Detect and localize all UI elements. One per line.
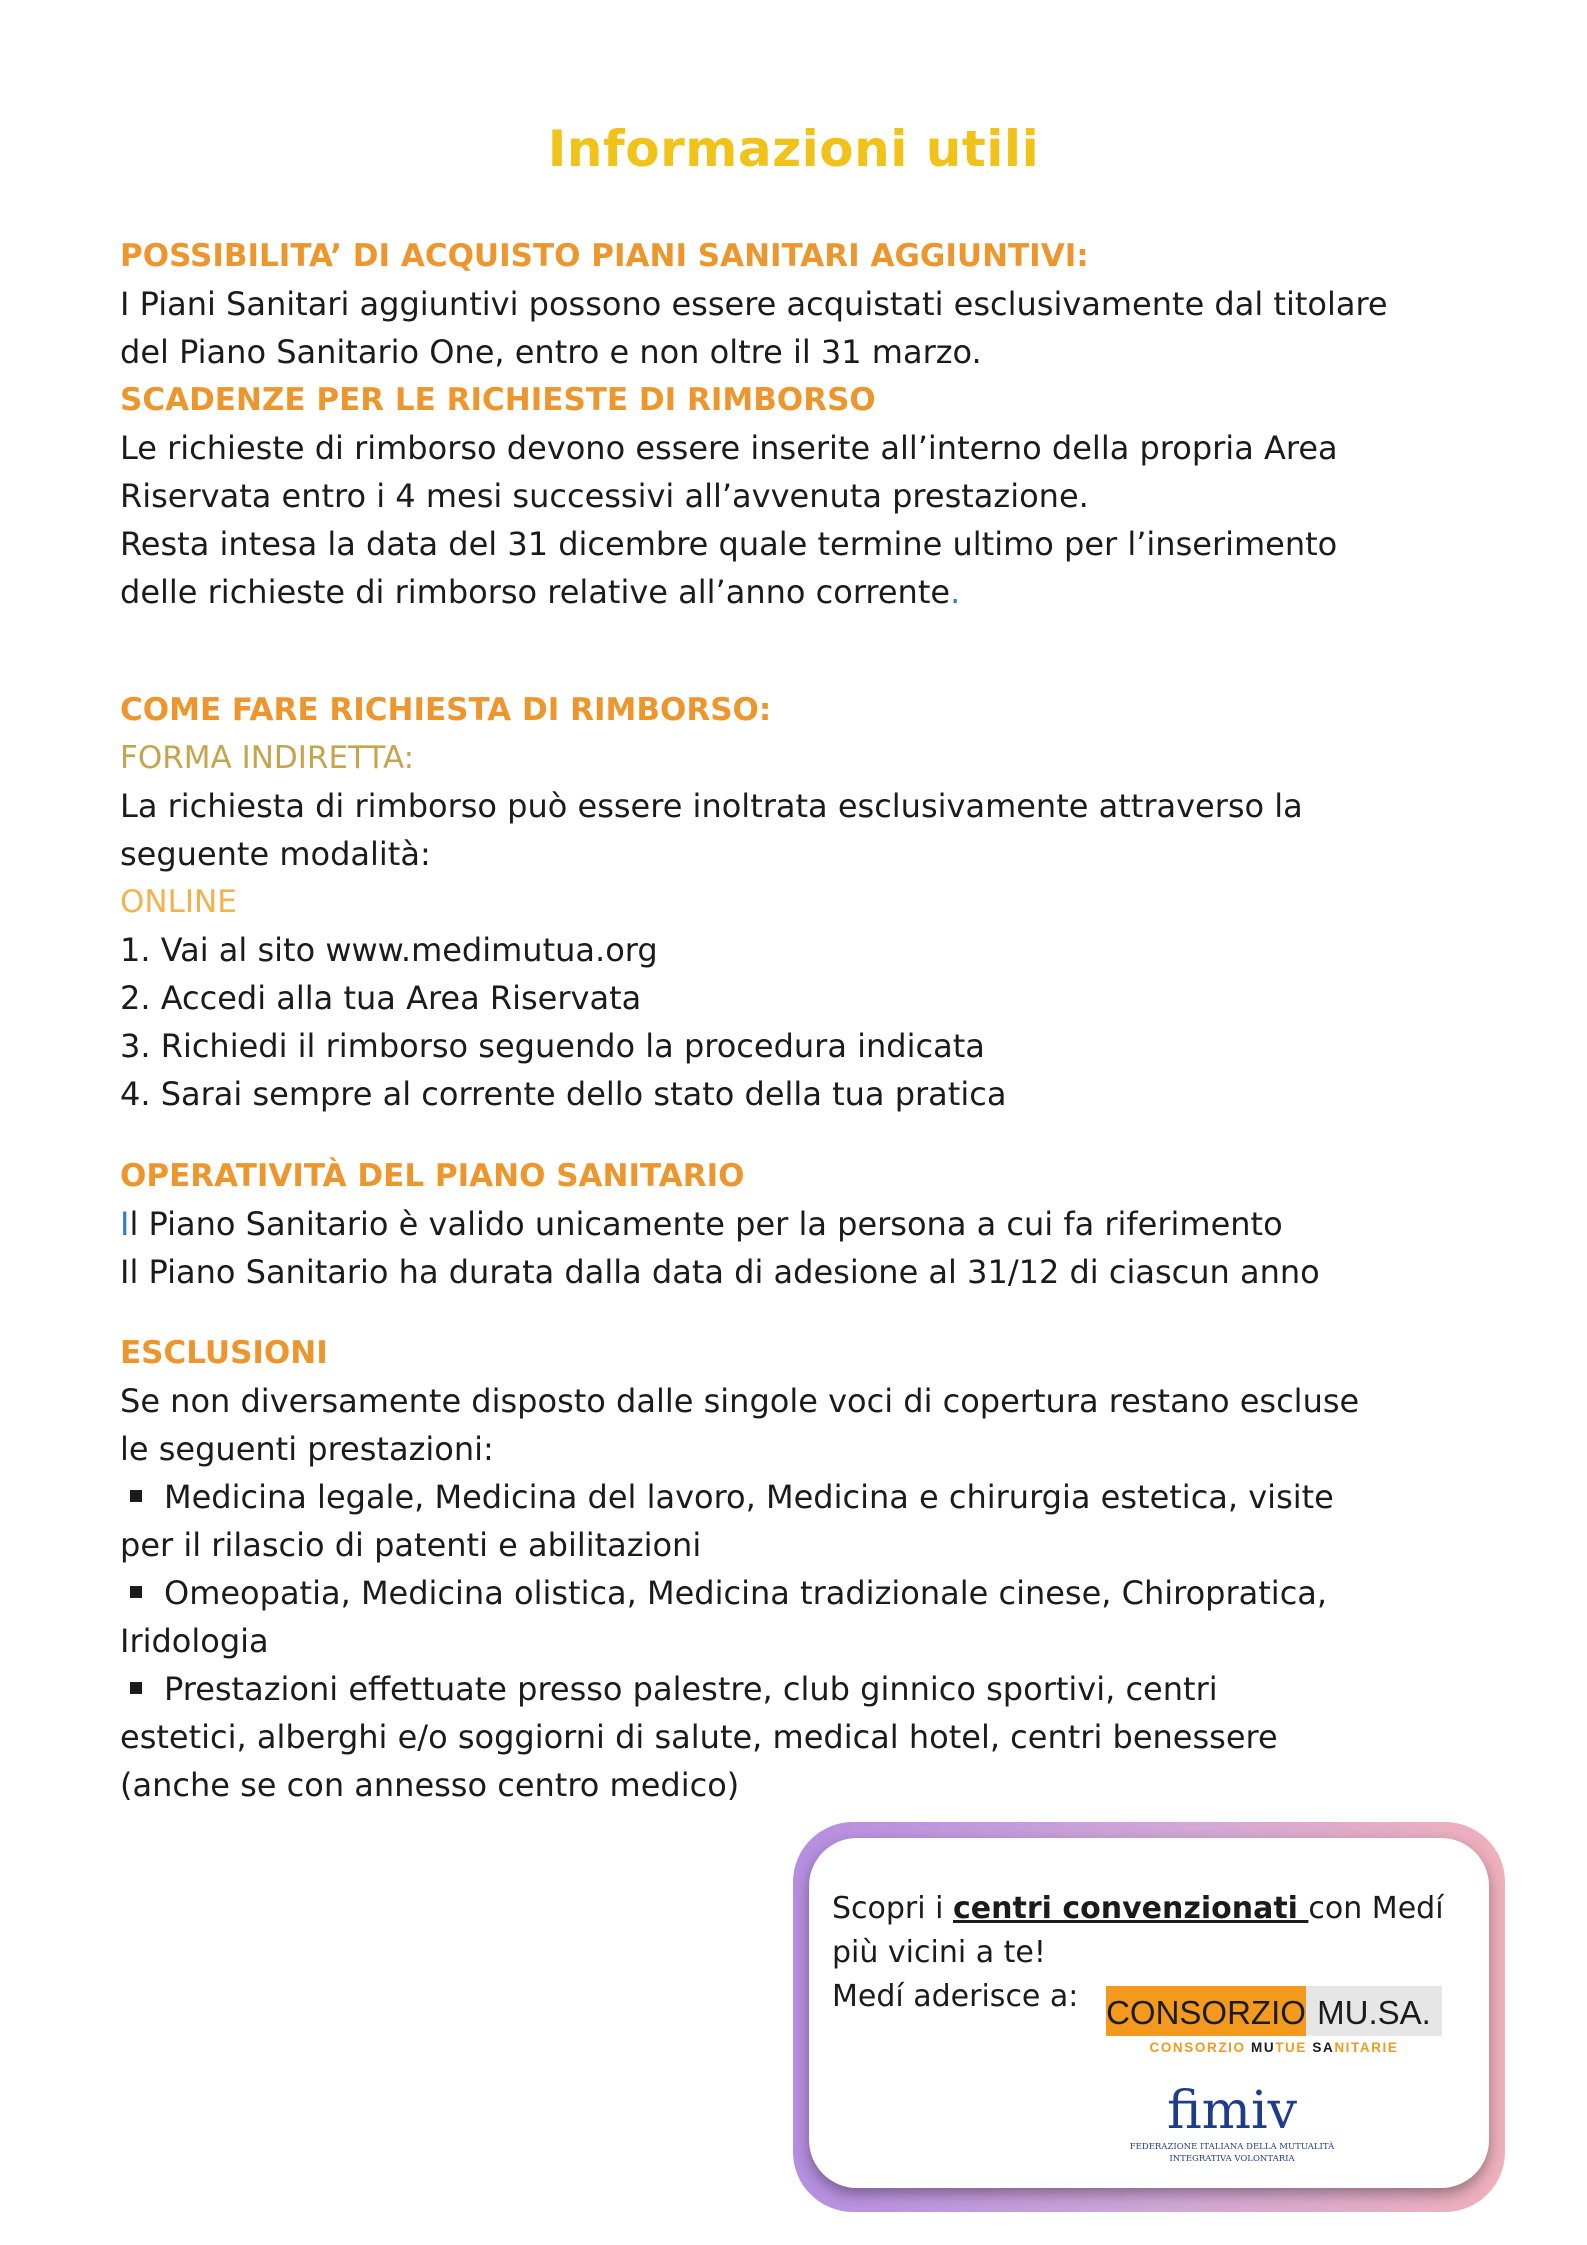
- consorzio-musa-logo: [1102, 1984, 1447, 2056]
- fimiv-caption: FEDERAZIONE ITALIANA DELLA MUTUALITÀ: [1129, 2142, 1335, 2152]
- subheading-forma-indiretta: FORMA INDIRETTA:: [120, 740, 415, 776]
- step-item: 1. Vai al sito www.medimutua.org: [120, 931, 658, 969]
- text-line: le seguenti prestazioni:: [120, 1430, 494, 1468]
- spacer: [120, 616, 1520, 686]
- text-line: Se non diversamente disposto dalle singole voci di copertura restano escluse: [120, 1382, 1360, 1420]
- text-line: La richiesta di rimborso può essere inoltrata esclusivamente attraverso la: [120, 787, 1303, 825]
- text-span: delle richieste di rimborso relative all’anno corrente: [120, 573, 951, 611]
- logo-word-musa: MU.SA.: [1317, 1994, 1431, 2031]
- promo-line: più vicini a te!: [832, 1935, 1046, 1970]
- bullet-text: Medicina legale, Medicina del lavoro, Medicina e chirurgia estetica, visite: [164, 1478, 1334, 1516]
- text-line: Riservata entro i 4 mesi successivi all’avvenuta prestazione.: [120, 477, 1089, 515]
- text-line: I Piani Sanitari aggiuntivi possono essere acquistati esclusivamente dal titolare: [120, 285, 1388, 323]
- heading-operativita: OPERATIVITÀ DEL PIANO SANITARIO: [120, 1158, 745, 1194]
- bullet-square-icon: [130, 1586, 142, 1598]
- bullet-continuation: Iridologia: [120, 1622, 269, 1660]
- fimiv-caption: INTEGRATIVA VOLONTARIA: [1169, 2154, 1295, 2164]
- heading-come-fare-rimborso: COME FARE RICHIESTA DI RIMBORSO:: [120, 692, 772, 728]
- text-span: l Piano Sanitario è valido unicamente per la persona a cui fa riferimento: [129, 1205, 1283, 1243]
- text-line: [120, 568, 1520, 616]
- text-line: [120, 1200, 1520, 1248]
- bullet-item: [120, 1665, 1520, 1713]
- text-line: Le richieste di rimborso devono essere inserite all’interno della propria Area: [120, 429, 1338, 467]
- text-line: seguente modalità:: [120, 835, 431, 873]
- step-item: 4. Sarai sempre al corrente dello stato della tua pratica: [120, 1075, 1007, 1113]
- content: [120, 232, 1520, 1809]
- step-item: 2. Accedi alla tua Area Riservata: [120, 979, 642, 1017]
- bullet-continuation: per il rilascio di patenti e abilitazioni: [120, 1526, 702, 1564]
- text-line: del Piano Sanitario One, entro e non oltre il 31 marzo.: [120, 333, 982, 371]
- text-line: Il Piano Sanitario ha durata dalla data di adesione al 31/12 di ciascun anno: [120, 1253, 1320, 1291]
- promo-post: con Medí: [1308, 1891, 1444, 1926]
- bullet-square-icon: [130, 1682, 142, 1694]
- promo-pre: Scopri i: [832, 1891, 954, 1926]
- spacer: [120, 1296, 1520, 1329]
- bullet-text: Omeopatia, Medicina olistica, Medicina tradizionale cinese, Chiropratica,: [164, 1574, 1328, 1612]
- centri-convenzionati-link[interactable]: centri convenzionati: [953, 1891, 1309, 1926]
- logo-word-consorzio: CONSORZIO: [1106, 1994, 1306, 2031]
- text-line: Resta intesa la data del 31 dicembre quale termine ultimo per l’inserimento: [120, 525, 1338, 563]
- bullet-continuation: (anche se con annesso centro medico): [120, 1766, 740, 1804]
- accent-dot: .: [950, 573, 961, 611]
- heading-esclusioni: ESCLUSIONI: [120, 1335, 328, 1371]
- heading-scadenze: SCADENZE PER LE RICHIESTE DI RIMBORSO: [120, 382, 876, 418]
- bullet-item: [120, 1473, 1520, 1521]
- spacer: [120, 1118, 1520, 1152]
- accent-letter: I: [120, 1205, 130, 1243]
- subheading-online: ONLINE: [120, 884, 237, 920]
- heading-piani-aggiuntivi: POSSIBILITA’ DI ACQUISTO PIANI SANITARI AGGIUNTIVI:: [120, 238, 1089, 274]
- step-item: 3. Richiedi il rimborso seguendo la procedura indicata: [120, 1027, 985, 1065]
- logo-tagline: CONSORZIO MUTUE SANITARIE: [1149, 2040, 1399, 2055]
- bullet-square-icon: [130, 1490, 142, 1502]
- bullet-text: Prestazioni effettuate presso palestre, club ginnico sportivi, centri: [164, 1670, 1218, 1708]
- bullet-continuation: estetici, alberghi e/o soggiorni di salute, medical hotel, centri benessere: [120, 1718, 1278, 1756]
- promo-line: [832, 1887, 1472, 1931]
- bullet-item: [120, 1569, 1520, 1617]
- fimiv-logo: [1100, 2070, 1364, 2170]
- page-title: Informazioni utili: [547, 120, 1040, 178]
- promo-line: Medí aderisce a:: [832, 1979, 1079, 2014]
- fimiv-wordmark: fimiv: [1167, 2081, 1297, 2141]
